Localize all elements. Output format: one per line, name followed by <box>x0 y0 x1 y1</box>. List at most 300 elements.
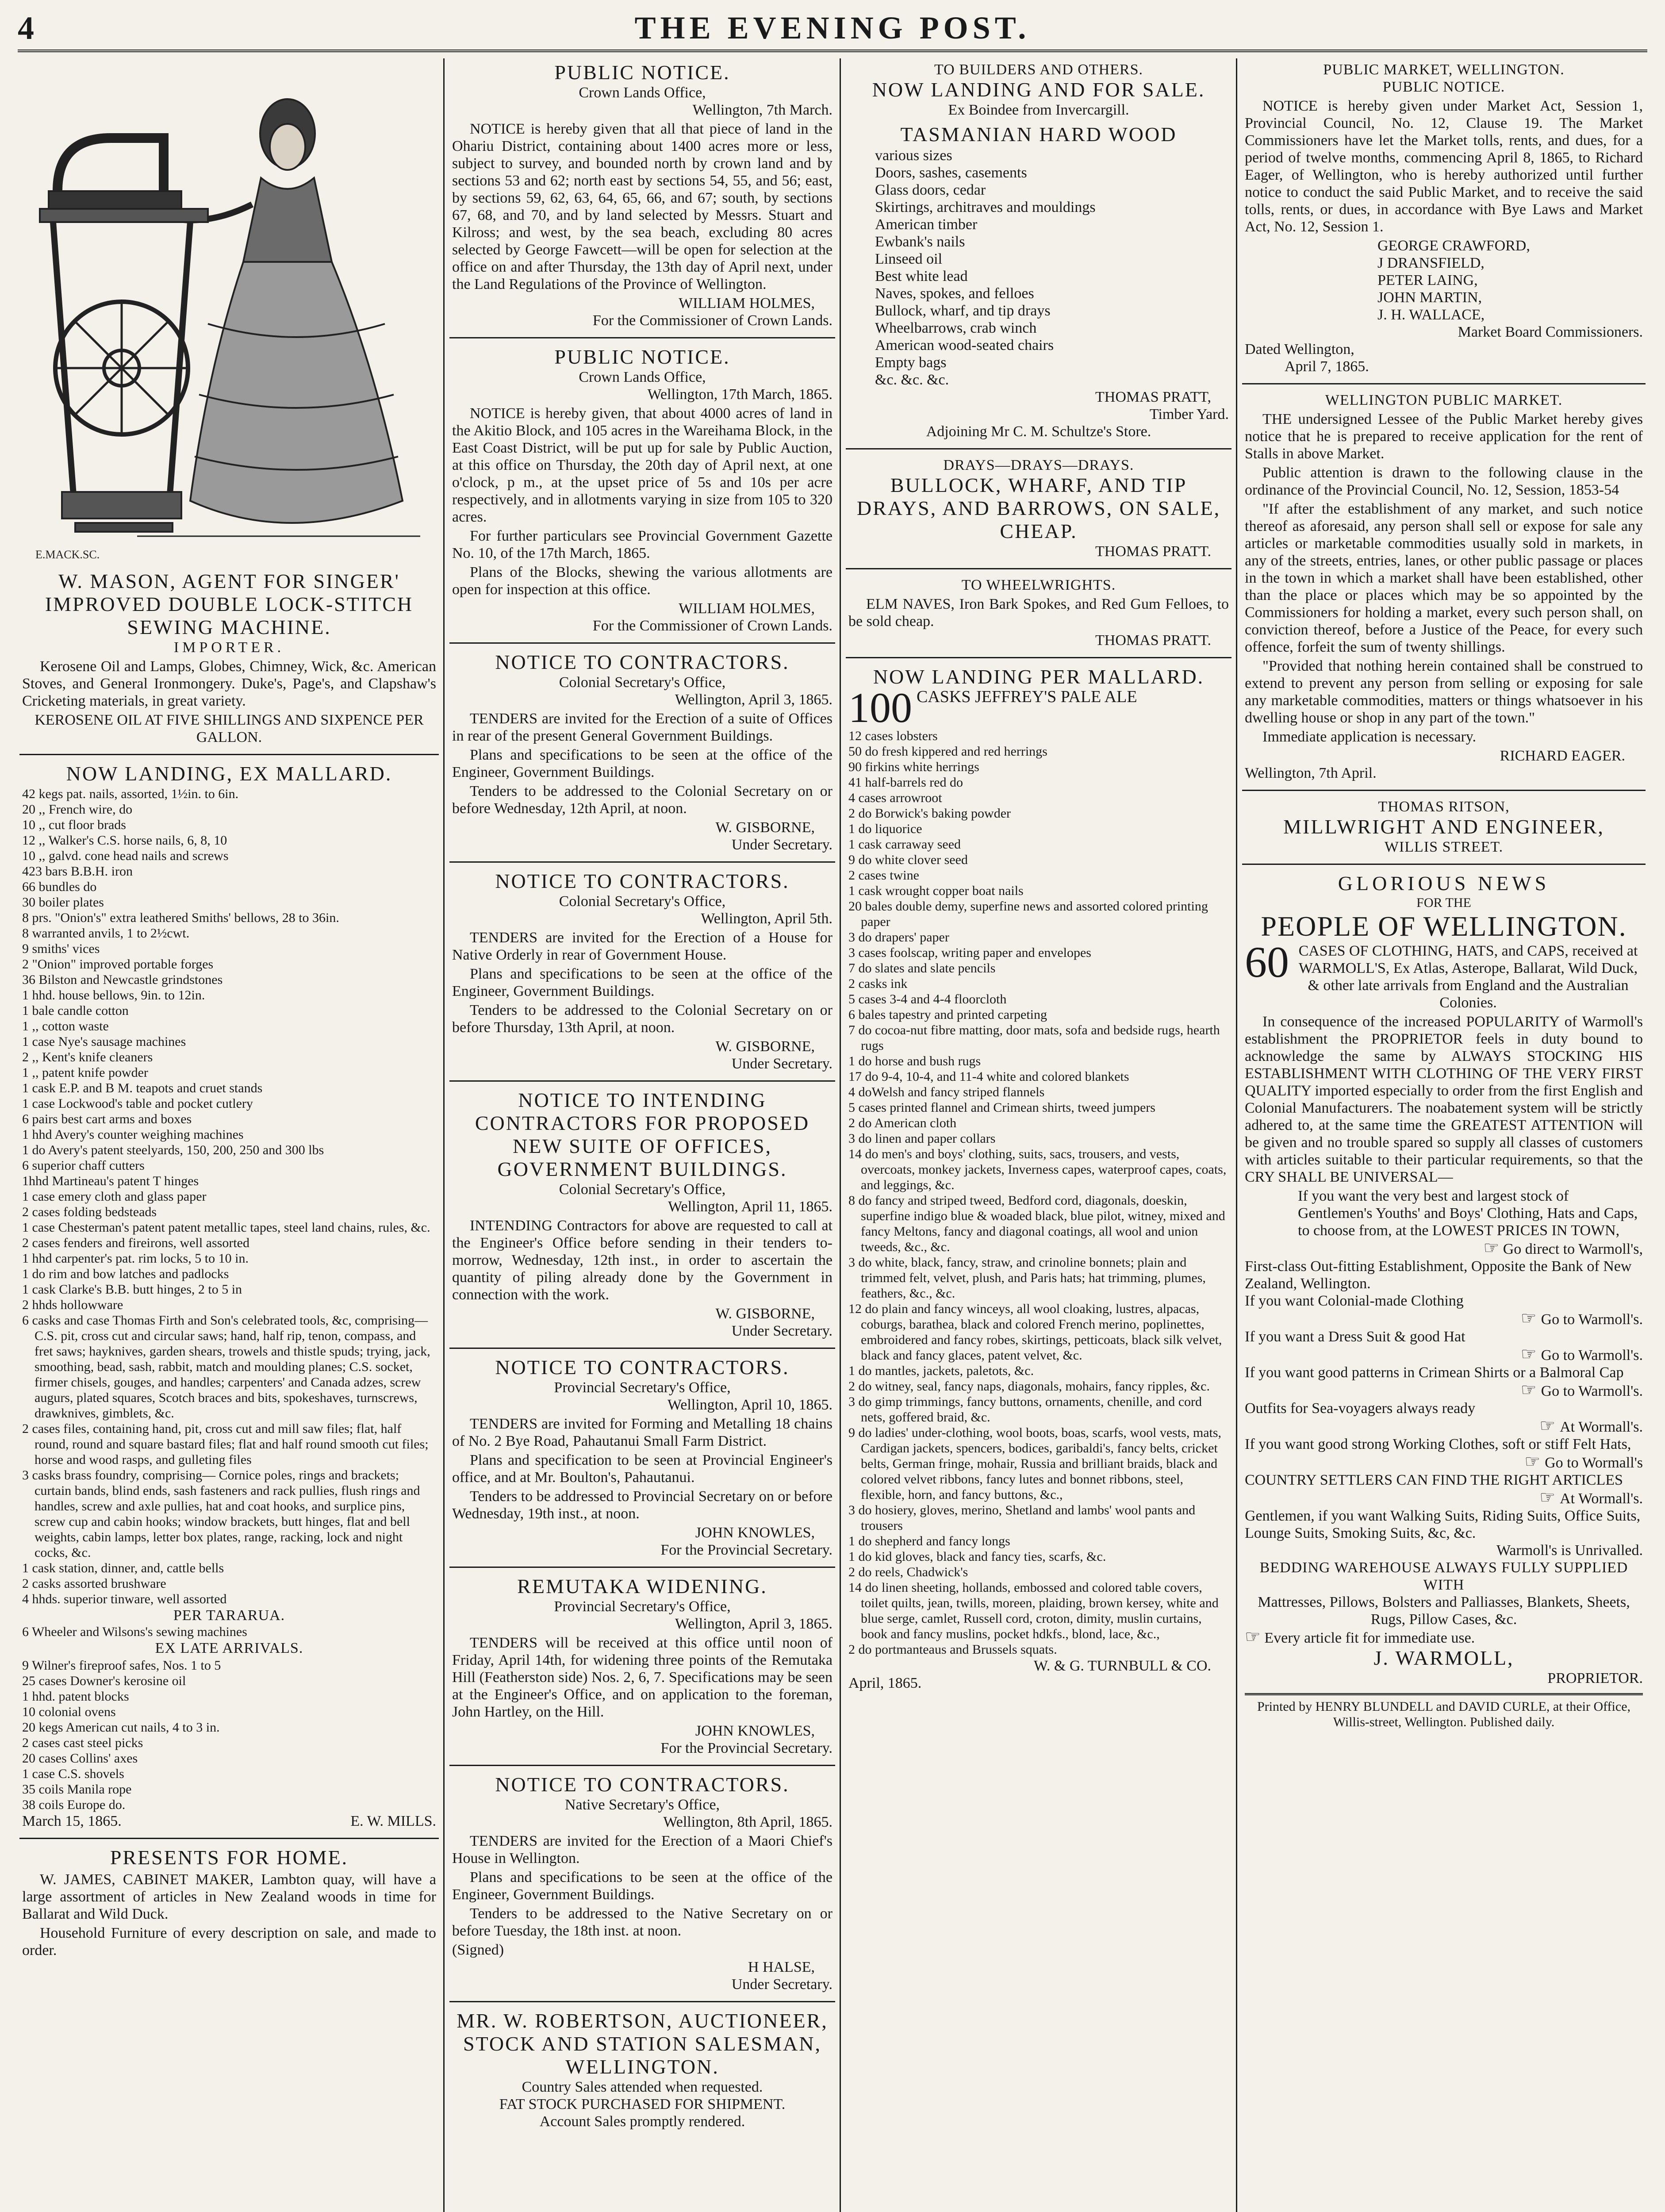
notice-heading: REMUTAKA WIDENING. <box>517 1575 767 1598</box>
list-item: 1 do rim and bow latches and padlocks <box>22 1267 229 1281</box>
notice-signer-role: For the Provincial Secretary. <box>660 1542 832 1558</box>
notice-signed: (Signed) <box>452 1942 504 1958</box>
list-item: American timber <box>875 216 978 233</box>
notice-dateline: Wellington, 17th March, 1865. <box>647 386 832 403</box>
list-item: 4 doWelsh and fancy striped flannels <box>848 1085 1045 1099</box>
notice-office: Colonial Secretary's Office, <box>559 1181 726 1198</box>
list-item: 5 cases printed flannel and Crimean shirts, tweed jumpers <box>848 1100 1155 1115</box>
ad-signer: W. & G. TURNBULL & CO. <box>1033 1658 1211 1674</box>
ad-lead-number: 60 <box>1245 937 1289 987</box>
notice-body: INTENDING Contractors for above are requested to call at the Engineer's Office before sending in their tenders to-morrow, Wednesday, 12th inst., in order to ascertain the quantity of piling already done by the Government in connection with the work. <box>452 1217 832 1303</box>
commissioner-name: GEORGE CRAWFORD, <box>1377 238 1530 254</box>
commissioner-name: J DRANSFIELD, <box>1377 255 1485 271</box>
list-item: 20 ,, French wire, do <box>22 802 133 817</box>
list-item: 9 do ladies' under-clothing, wool boots, boas, scarfs, wool vests, mats, Cardigan jackets, spencers, bodices, garibaldi's, fancy belts, cricket belts, German fringe, mohair, Russia and brilliant braids, black and colored velvet ribbons, fancy lutes and bonnet ribbons, steel, flexible, horn, and fancy buttons, &c., <box>848 1425 1222 1502</box>
list-item: Naves, spokes, and felloes <box>875 285 1034 302</box>
page-number: 4 <box>18 10 34 46</box>
notice-office: Native Secretary's Office, <box>564 1797 720 1813</box>
notice-body: Plans of the Blocks, shewing the various allotments are open for inspection at this office. <box>452 564 832 598</box>
list-item: 6 Wheeler and Wilsons's sewing machines <box>22 1624 247 1639</box>
notice-body: Plans and specifications to be seen at the office of the Engineer, Government Buildings. <box>452 966 832 999</box>
notice-body: TENDERS are invited for the Erection of a Maori Chief's House in Wellington. <box>452 1833 832 1866</box>
list-item: 10 ,, cut floor brads <box>22 818 126 832</box>
list-item: 30 boiler plates <box>22 895 104 910</box>
government-notice-contractors1 <box>449 648 835 863</box>
warmoll-go-line <box>1245 1453 1643 1471</box>
list-item: 20 kegs American cut nails, 4 to 3 in. <box>22 1720 220 1735</box>
list-item: 1 cask station, dinner, and, cattle bells <box>22 1561 224 1575</box>
list-item: 66 bundles do <box>22 879 97 894</box>
list-item: 6 pairs best cart arms and boxes <box>22 1112 192 1126</box>
ad-unrivalled: Warmoll's is Unrivalled. <box>1496 1542 1643 1559</box>
ad-heading: DRAYS—DRAYS—DRAYS. <box>943 457 1134 473</box>
list-item: 1 hhd carpenter's pat. rim locks, 5 to 10 in. <box>22 1251 249 1266</box>
ad-subheading: PER TARARUA. <box>173 1607 285 1624</box>
notice-signer-role: Under Secretary. <box>731 1976 832 1993</box>
ad-address: Adjoining Mr C. M. Schultze's Store. <box>926 423 1151 440</box>
notice-body: NOTICE is hereby given, that about 4000 acres of land in the Akitio Block, and 105 acres in the Wareihama Block, in the East Coast District, will be put up for sale by Public Auction, at this office on Thursday, the 20th day of April next, at one o'clock, p m., at the upset price of 5s and 10s per acre respectively, and in allotments varying in size from 105 to 320 acres. <box>452 405 832 525</box>
notice-office: Provincial Secretary's Office, <box>554 1598 731 1615</box>
list-item: Bullock, wharf, and tip drays <box>875 303 1051 319</box>
list-item: 10 ,, galvd. cone head nails and screws <box>22 849 229 863</box>
government-notice-remutaka <box>449 1572 835 1766</box>
column-rule <box>443 58 445 2212</box>
ad-body: BULLOCK, WHARF, AND TIP DRAYS, AND BARROWS, ON SALE, CHEAP. <box>856 474 1221 542</box>
notice-heading: PUBLIC NOTICE. <box>554 61 730 84</box>
list-item: 1 do liquorice <box>848 822 922 836</box>
list-item: 1 bale candle cotton <box>22 1003 129 1018</box>
notice-dateline: Wellington, April 3, 1865. <box>675 691 832 708</box>
warmoll-go-line <box>1245 1345 1643 1364</box>
list-item: 17 do 9-4, 10-4, and 11-4 white and colored blankets <box>848 1069 1129 1084</box>
list-item: 9 do white clover seed <box>848 853 968 867</box>
warmoll-line-text: If you want good strong Working Clothes, soft or stiff Felt Hats, <box>1245 1436 1631 1452</box>
notice-signer: WILLIAM HOLMES, <box>679 295 815 311</box>
ad-heading: NOW LANDING PER MALLARD. <box>873 665 1205 688</box>
list-item: 1 cask Clarke's B.B. butt hinges, 2 to 5 in <box>22 1282 242 1297</box>
warmoll-go-line <box>1245 1310 1643 1328</box>
ad-lead-text: CASES OF CLOTHING, HATS, and CAPS, received at WARMOLL'S, Ex Atlas, Asterope, Ballarat, Wild Duck, & other late arrivals from England and the Australian Colonies. <box>1298 943 1638 1011</box>
ad-body: THE undersigned Lessee of the Public Market hereby gives notice that he is prepared to receive application for the rent of Stalls in above Market. <box>1245 411 1643 462</box>
notice-body: Tenders to be addressed to the Colonial Secretary on or before Wednesday, 12th April, at noon. <box>452 783 832 817</box>
public-market-lessee-notice <box>1242 389 1646 791</box>
every-text: Every article fit for immediate use. <box>1264 1630 1475 1646</box>
ad-body: Public attention is drawn to the following clause in the ordinance of the Provincial Council, No. 12, Session, 1853-54 <box>1245 465 1643 498</box>
ad-signer-role: Timber Yard. <box>1149 406 1229 422</box>
list-item: Doors, sashes, casements <box>875 165 1027 181</box>
notice-signer: WILLIAM HOLMES, <box>679 600 815 617</box>
ad-source-line: Ex Boindee from Invercargill. <box>948 102 1129 118</box>
list-item: 25 cases Downer's kerosine oil <box>22 1674 186 1688</box>
cargo-list <box>22 786 436 1607</box>
list-item: 1 do Avery's patent steelyards, 150, 200, 250 and 300 lbs <box>22 1143 324 1157</box>
ad-heading: PRESENTS FOR HOME. <box>110 1846 349 1869</box>
builders-ad <box>846 58 1231 449</box>
list-item: 2 do Borwick's baking powder <box>848 806 1011 821</box>
list-item: 2 cases folding bedsteads <box>22 1205 157 1219</box>
list-item: 3 do gimp trimmings, fancy buttons, ornaments, chenille, and cord nets, goffered braid, &c. <box>848 1394 1202 1425</box>
notice-dateline: Wellington, April 5th. <box>701 910 832 927</box>
list-item: 1 do kid gloves, black and fancy ties, scarfs, &c. <box>848 1549 1106 1564</box>
list-item: 423 bars B.B.H. iron <box>22 864 133 879</box>
list-item: 2 casks assorted brushware <box>22 1576 166 1591</box>
notice-office: Colonial Secretary's Office, <box>559 893 726 910</box>
list-item: 6 superior chaff cutters <box>22 1158 145 1173</box>
list-item: 7 do slates and slate pencils <box>848 961 996 975</box>
list-item: 20 bales double demy, superfine news and assorted colored printing paper <box>848 899 1208 929</box>
notice-body: TENDERS are invited for the Erection of a suite of Offices in rear of the present General Government Buildings. <box>452 710 832 744</box>
notice-heading: NOTICE TO CONTRACTORS. <box>495 870 790 892</box>
list-item: 2 do portmanteaus and Brussels squats. <box>848 1642 1057 1657</box>
list-item: 1 do horse and bush rugs <box>848 1054 981 1068</box>
wheelwrights-ad <box>846 574 1231 658</box>
list-item: 3 do white, black, fancy, straw, and crinoline bonnets; plain and trimmed felt, velvet, plush, and Paris hats; hat trimming, plumes, feathers, &c., &c. <box>848 1255 1206 1301</box>
list-item: 90 firkins white herrings <box>848 760 979 774</box>
ad-heading: PUBLIC MARKET, WELLINGTON. <box>1323 61 1565 78</box>
column-2 <box>449 58 835 2212</box>
masthead <box>18 10 1647 52</box>
go-text: At Wormall's. <box>1560 1419 1643 1435</box>
list-item: 1 do mantles, jackets, paletots, &c. <box>848 1363 1034 1378</box>
ad-date: Wellington, 7th April. <box>1245 765 1377 781</box>
notice-signer-role: For the Provincial Secretary. <box>660 1740 832 1756</box>
government-notice-intending <box>449 1086 835 1349</box>
ad-body: W. JAMES, CABINET MAKER, Lambton quay, will have a large assortment of articles in New Zealand woods in time for Ballarat and Wild Duck. <box>22 1871 436 1922</box>
list-item: 2 cases files, containing hand, pit, cross cut and mill saw files; flat, half round, round and square bastard files; flat and half round smooth cut files; horse and wood rasps, and gulleting files <box>22 1421 429 1467</box>
list-item: 8 do fancy and striped tweed, Bedford cord, diagonals, doeskin, superfine indigo blue & woaded black, blue pilot, witney, mixed and fancy Meltons, fancy and diagonal coatings, all wool and union tweeds, &c., &c. <box>848 1193 1225 1254</box>
presents-for-home-ad <box>19 1843 439 1969</box>
ad-body: ELM NAVES, Iron Bark Spokes, and Red Gum Felloes, to be sold cheap. <box>848 596 1229 630</box>
pointing-hand-icon: ☞ <box>1520 1344 1541 1364</box>
ad-signer: THOMAS PRATT. <box>1095 632 1211 649</box>
column-4 <box>1242 58 1646 2212</box>
list-item: 1 case Nye's sausage machines <box>22 1034 186 1049</box>
ad-subheading: EX LATE ARRIVALS. <box>155 1640 303 1656</box>
ad-heading: GLORIOUS NEWS <box>1338 872 1550 895</box>
ad-date: April, 1865. <box>848 1675 922 1691</box>
list-item: 1 cask wrought copper boat nails <box>848 883 1024 898</box>
government-notice-contractors3 <box>449 1353 835 1568</box>
commissioner-name: J. H. WALLACE, <box>1377 307 1485 323</box>
singer-sewing-ad <box>19 567 439 755</box>
ad-body: In consequence of the increased POPULARITY of Warmoll's establishment the PROPRIETOR feels in duty bound to acknowledge the same by ALWAYS STOCKING HIS ESTABLISHMENT WITH CLOTHING OF THE VERY FIRST QUALITY imported especially to order from the first English and Colonial Manufacturers. The noabatement system will be strictly adhered to, at the same time the GREATEST ATTENTION will be given and no trouble spared so supply all classes of customers with articles suitable to their particular requirements, so that the CRY SHALL BE UNIVERSAL— <box>1245 1014 1643 1185</box>
notice-heading: NOTICE TO CONTRACTORS. <box>495 1356 790 1379</box>
list-item: 4 hhds. superior tinware, well assorted <box>22 1592 227 1606</box>
ad-quote: "If after the establishment of any market, and such notice thereof as aforesaid, any person shall sell or expose for sale any articles or marketable commodities usually sold in markets, in any of the streets, entries, lanes, or other public passage or places in the town in which a market shall have been established, other than the place or places which may be so appointed by the Commissioners for holding a market, every such person shall, on conviction thereof, before a Justice of the Peace, for every such offence, forfeit the sum of twenty shillings. <box>1245 501 1643 655</box>
list-item: 1hhd Martineau's patent T hinges <box>22 1174 199 1188</box>
list-item: American wood-seated chairs <box>875 337 1054 353</box>
notice-body: TENDERS will be received at this office until noon of Friday, April 14th, for widening three points of the Remutaka Hill (Featherston side) Nos. 2, 6, 7. Specifications may be seen at the Engineer's Office, and on application to the foreman, John Hartley, on the Hill. <box>452 1635 832 1720</box>
notice-body: Tenders to be addressed to the Colonial Secretary on or before Thursday, 13th April, at noon. <box>452 1002 832 1036</box>
warmoll-line-text: COUNTRY SETTLERS CAN FIND THE RIGHT ARTICLES <box>1245 1472 1623 1488</box>
go-text: At Wormall's. <box>1560 1490 1643 1507</box>
notice-signer-role: Under Secretary. <box>731 1056 832 1072</box>
notice-office: Crown Lands Office, <box>579 369 706 385</box>
notice-body: Plans and specifications to be seen at the office of the Engineer, Government Buildings. <box>452 1869 832 1903</box>
column-1 <box>19 58 439 2212</box>
warmoll-lines <box>1245 1292 1643 1542</box>
list-item: 2 do witney, seal, fancy naps, diagonals, mohairs, fancy ripples, &c. <box>848 1379 1210 1394</box>
ad-dateline: Dated Wellington, <box>1245 341 1354 357</box>
notice-signer: W. GISBORNE, <box>715 819 815 836</box>
warmoll-go-line <box>1245 1489 1643 1507</box>
commissioner-name: JOHN MARTIN, <box>1377 289 1482 306</box>
pointing-hand-icon: ☞ <box>1524 1452 1545 1471</box>
notice-signer-role: Under Secretary. <box>731 837 832 853</box>
list-item: 35 coils Manila rope <box>22 1782 132 1797</box>
list-item: 3 casks brass foundry, comprising— Cornice poles, rings and brackets; curtain bands, blind ends, sash fasteners and rack pullies, flush rings and handles, screw and axle pullies, hat and coat hooks, and surplice pins, screw cup and cabin hooks; window brackets, butt hinges, flat and bell weights, cabin lamps, letter box plates, range, racking, lock and night cocks, &c. <box>22 1468 420 1560</box>
notice-body: Tenders to be addressed to the Native Secretary on or before Tuesday, the 18th inst. at noon. <box>452 1905 832 1939</box>
ad-line: Account Sales promptly rendered. <box>539 2113 745 2130</box>
list-item: 12 cases lobsters <box>848 729 938 743</box>
ad-quote: "Provided that nothing herein contained shall be construed to extend to prevent any person from selling or exposing for sale any marketable commodities, matters or things whatsoever in his dwelling house or shop in any part of the town." <box>1245 658 1643 726</box>
notice-dateline: Wellington, 7th March. <box>692 102 832 118</box>
notice-heading: NOTICE TO CONTRACTORS. <box>495 651 790 673</box>
go-text: Go to Warmoll's. <box>1541 1311 1643 1328</box>
list-item: 1 hhd. patent blocks <box>22 1689 129 1704</box>
list-item: 9 smiths' vices <box>22 941 100 956</box>
go-text: Go to Warmoll's. <box>1541 1347 1643 1363</box>
sewing-woman-engraving <box>22 58 436 567</box>
ad-signer: E. W. MILLS. <box>350 1813 436 1829</box>
notice-dateline: Wellington, April 11, 1865. <box>668 1198 832 1215</box>
ad-heading: WELLINGTON PUBLIC MARKET. <box>1325 392 1563 408</box>
ad-footer: Household Furniture of every description on sale, and made to order. <box>22 1925 436 1959</box>
ad-heading: TO WHEELWRIGHTS. <box>961 577 1116 593</box>
ad-signer: THOMAS PRATT, <box>1095 389 1211 405</box>
notice-dateline: Wellington, April 3, 1865. <box>675 1616 832 1632</box>
mallard-hardware-ad <box>19 760 439 1839</box>
list-item: 42 kegs pat. nails, assorted, 1½in. to 6in. <box>22 787 239 801</box>
list-item: 2 ,, Kent's knife cleaners <box>22 1050 153 1064</box>
list-item: 1 case Chesterman's patent patent metallic tapes, steel land chains, rules, &c. <box>22 1220 430 1235</box>
ad-body: If you want the very best and largest stock of Gentlemen's Youths' and Boys' Clothing, Hats and Caps, to choose from, at the LOWEST PRICES IN TOWN, <box>1298 1188 1638 1239</box>
list-item: 3 do hosiery, gloves, merino, Shetland and lambs' wool pants and trousers <box>848 1503 1196 1533</box>
notice-office: Crown Lands Office, <box>579 84 706 101</box>
notice-signer: JOHN KNOWLES, <box>695 1723 815 1739</box>
cargo-list <box>22 1658 436 1813</box>
list-item: 9 Wilner's fireproof safes, Nos. 1 to 5 <box>22 1658 221 1673</box>
robertson-auctioneer-ad <box>449 2007 835 2138</box>
list-item: 2 cases twine <box>848 868 919 883</box>
pointing-hand-icon: ☞ <box>1539 1487 1560 1507</box>
ad-signer-role: Market Board Commissioners. <box>1458 324 1643 340</box>
list-item: 4 cases arrowroot <box>848 791 942 805</box>
notice-signer: W. GISBORNE, <box>715 1038 815 1055</box>
ad-signer: J. WARMOLL, <box>1373 1647 1514 1669</box>
pointing-hand-icon: ☞ <box>1539 1416 1560 1436</box>
notice-body: TENDERS are invited for the Erection of a House for Native Orderly in rear of Government House. <box>452 929 832 963</box>
ad-signer: THOMAS PRATT. <box>1095 543 1211 560</box>
list-item: 14 do men's and boys' clothing, suits, sacs, trousers, and vests, overcoats, monkey jackets, Inverness capes, waterproof capes, coats, and leggings, &c. <box>848 1147 1227 1192</box>
ad-lead-text: CASKS JEFFREY'S PALE ALE <box>917 687 1137 706</box>
list-item: 1 case C.S. shovels <box>22 1767 124 1781</box>
public-market-notice <box>1242 58 1646 384</box>
ad-body: First-class Out-fitting Establishment, Opposite the Bank of New Zealand, Wellington. <box>1245 1258 1632 1292</box>
list-item: 2 cases cast steel picks <box>22 1736 143 1750</box>
notice-heading: PUBLIC NOTICE. <box>554 346 730 368</box>
notice-body: Tenders to be addressed to Provincial Secretary on or before Wednesday, 19th inst., at noon. <box>452 1488 832 1522</box>
warmoll-line-text: If you want Colonial-made Clothing <box>1245 1293 1464 1309</box>
notice-body: For further particulars see Provincial Government Gazette No. 10, of the 17th March, 1865. <box>452 528 832 561</box>
engraver-signature: E.MACK.SC. <box>35 548 100 561</box>
column-3 <box>846 58 1231 2212</box>
government-notice-contractors4 <box>449 1770 835 2002</box>
warmoll-line-text: If you want a Dress Suit & good Hat <box>1245 1329 1466 1345</box>
ad-date: April 7, 1865. <box>1285 358 1369 375</box>
ad-heading: NOW LANDING, EX MALLARD. <box>66 762 392 785</box>
list-item: Ewbank's nails <box>875 234 965 250</box>
column-rule <box>840 58 841 2212</box>
list-item: 8 warranted anvils, 1 to 2½cwt. <box>22 926 190 941</box>
list-item: Empty bags <box>875 354 947 371</box>
ad-body <box>1245 1628 1643 1647</box>
ad-body: NOTICE is hereby given under Market Act, Session 1, Provincial Council, No. 12, Clause 19. The Market Commissioners have let the Market tolls, rents, and dues, for a period of twelve months, commencing April 8, 1865, to Richard Eager, of Wellington, who is hereby authorized until further notice to conduct the said Public Market, and to receive the said tolls, rents, or dues, in accordance with Bye Laws and Market Act, No. 12, Session 1. <box>1245 98 1643 235</box>
list-item: 2 cases fenders and fireirons, well assorted <box>22 1236 249 1250</box>
turnbull-mallard-ad <box>846 663 1231 1700</box>
warmoll-clothing-ad <box>1242 869 1646 1738</box>
list-item: 1 case Lockwood's table and pocket cutlery <box>22 1096 253 1111</box>
notice-body: NOTICE is hereby given that all that piece of land in the Ohariu District, containing about 1400 acres more or less, subject to survey, and bounded north by crown land and by sections 53 and 62; north east by sections 54, 55, and 56; east, by sections 59, 62, 63, 64, 65, 66, and 67; south, by sections 67, 68, and 70, and by land selected by Messrs. Stuart and Kilross; and west, by the sea beach, excluding 80 acres selected by George Fawcett—will be open for selection at the office on and after Thursday, the 13th day of April next, under the Land Regulations of the Province of Wellington. <box>452 121 832 292</box>
goods-list <box>848 147 1229 388</box>
list-item: Linseed oil <box>875 251 943 267</box>
ad-line: FAT STOCK PURCHASED FOR SHIPMENT. <box>499 2096 786 2112</box>
ad-body: MILLWRIGHT AND ENGINEER, <box>1283 815 1604 838</box>
warmoll-line-text: Outfits for Sea-voyagers always ready <box>1245 1400 1476 1417</box>
list-item: 1 do shepherd and fancy longs <box>848 1534 1010 1548</box>
notice-body: Plans and specifications to be seen at the office of the Engineer, Government Buildings. <box>452 747 832 780</box>
column-rule <box>1236 58 1237 2212</box>
ad-lead-line: TASMANIAN HARD WOOD <box>900 123 1177 146</box>
government-notice-crown1 <box>449 58 835 338</box>
ad-heading: MR. W. ROBERTSON, AUCTIONEER, STOCK AND STATION SALESMAN, WELLINGTON. <box>457 2009 828 2078</box>
newspaper-title: THE EVENING POST. <box>634 10 1031 46</box>
notice-office: Provincial Secretary's Office, <box>554 1379 731 1396</box>
list-item: Best white lead <box>875 268 968 284</box>
list-item: 6 bales tapestry and printed carpeting <box>848 1007 1047 1022</box>
ad-subheading: FOR THE <box>1416 895 1471 910</box>
ad-signer: RICHARD EAGER. <box>1500 748 1625 764</box>
list-item: 1 ,, patent knife powder <box>22 1065 148 1080</box>
go-text: Go direct to Warmoll's, <box>1503 1241 1643 1257</box>
list-item: 8 prs. "Onion's" extra leathered Smiths' bellows, 28 to 36in. <box>22 910 339 925</box>
notice-signer-role: For the Commissioner of Crown Lands. <box>592 312 832 329</box>
government-notice-crown2 <box>449 343 835 644</box>
commissioner-name: PETER LAING, <box>1377 272 1478 288</box>
cargo-list <box>848 728 1229 1657</box>
list-item: Glass doors, cedar <box>875 182 986 198</box>
ad-subheading: PUBLIC NOTICE. <box>1382 79 1505 95</box>
ritson-ad <box>1242 795 1646 865</box>
pointing-hand-icon: ☞ <box>1520 1380 1541 1400</box>
list-item: 1 hhd. house bellows, 9in. to 12in. <box>22 988 205 1002</box>
printers-imprint: Printed by HENRY BLUNDELL and DAVID CURLE, at their Office, Willis-street, Wellington. Published daily. <box>1245 1693 1643 1730</box>
warmoll-line-text: Gentlemen, if you want Walking Suits, Riding Suits, Office Suits, Lounge Suits, Smoking Suits, &c, &c. <box>1245 1508 1641 1541</box>
list-item: 20 cases Collins' axes <box>22 1751 138 1766</box>
list-item: various sizes <box>875 147 952 164</box>
pointing-hand-icon: ☞ <box>1245 1627 1261 1647</box>
ad-kerosene-line: KEROSENE OIL AT FIVE SHILLINGS AND SIXPENCE PER GALLON. <box>35 712 424 745</box>
ad-line: Country Sales attended when requested. <box>522 2079 763 2095</box>
ad-heading: THOMAS RITSON, <box>1378 799 1510 815</box>
warmoll-go-line <box>1245 1381 1643 1400</box>
list-item: 2 do reels, Chadwick's <box>848 1565 968 1579</box>
list-item: 3 do drapers' paper <box>848 930 949 945</box>
list-item: 2 do American cloth <box>848 1116 957 1130</box>
list-item: &c. &c. &c. <box>875 372 949 388</box>
signer-list <box>1245 237 1643 323</box>
warmoll-go-line <box>1245 1417 1643 1436</box>
notice-heading: NOTICE TO INTENDING CONTRACTORS FOR PROPOSED NEW SUITE OF OFFICES, GOVERNMENT BUILDINGS. <box>475 1089 810 1180</box>
list-item: 14 do linen sheeting, hollands, embossed and colored table covers, toilet quilts, jean, twills, moreen, plaiding, brown kersey, white and blue serge, camlet, Russell cord, croton, dimity, muslin curtains, book and fancy muslins, pocket hdkfs., blond, lace, &c., <box>848 1580 1219 1641</box>
list-item: Wheelbarrows, crab winch <box>875 320 1037 336</box>
list-item: 1 hhd Avery's counter weighing machines <box>22 1127 244 1142</box>
government-notice-contractors2 <box>449 867 835 1082</box>
list-item: 2 hhds hollowware <box>22 1298 123 1312</box>
list-item: 5 cases 3-4 and 4-4 floorcloth <box>848 992 1007 1006</box>
notice-dateline: Wellington, April 10, 1865. <box>667 1397 832 1413</box>
list-item: 3 do linen and paper collars <box>848 1131 996 1146</box>
list-item: 38 coils Europe do. <box>22 1797 126 1812</box>
drays-ad <box>846 454 1231 569</box>
list-item: 2 casks ink <box>848 976 908 991</box>
list-item: 1 cask E.P. and B M. teapots and cruet stands <box>22 1081 263 1095</box>
ad-subheading: NOW LANDING AND FOR SALE. <box>872 78 1205 101</box>
list-item: 12 ,, Walker's C.S. horse nails, 6, 8, 10 <box>22 833 227 848</box>
ad-heading: W. MASON, AGENT FOR SINGER' IMPROVED DOUBLE LOCK-STITCH SEWING MACHINE. <box>45 570 414 638</box>
notice-office: Colonial Secretary's Office, <box>559 674 726 691</box>
ad-signer-role: PROPRIETOR. <box>1547 1670 1643 1686</box>
list-item: 10 colonial ovens <box>22 1705 116 1719</box>
list-item: 50 do fresh kippered and red herrings <box>848 744 1047 759</box>
list-item: 12 do plain and fancy winceys, all wool cloaking, lustres, alpacas, coburgs, barathea, black and colored French merino, poplinettes, embroidered and fancy robes, skirtings, petticoats, black silk velvet, black and fancy glaces, patent velvet, &c. <box>848 1302 1222 1363</box>
notice-signer: W. GISBORNE, <box>715 1306 815 1322</box>
list-item: 7 do cocoa-nut fibre matting, door mats, sofa and bedside rugs, hearth rugs <box>848 1023 1220 1053</box>
list-item: 41 half-barrels red do <box>848 775 963 790</box>
list-item: 3 cases foolscap, writing paper and envelopes <box>848 945 1091 960</box>
pointing-hand-icon: ☞ <box>1483 1238 1500 1258</box>
notice-signer-role: For the Commissioner of Crown Lands. <box>592 618 832 634</box>
warmoll-line-text: If you want good patterns in Crimean Shirts or a Balmoral Cap <box>1245 1364 1624 1381</box>
list-item: 2 "Onion" improved portable forges <box>22 957 214 972</box>
notice-signer: H HALSE, <box>748 1959 815 1975</box>
go-text: Go to Wormall's <box>1545 1455 1643 1471</box>
go-text: Go to Warmoll's. <box>1541 1383 1643 1399</box>
ad-date: March 15, 1865. <box>22 1813 122 1829</box>
list-item: 1 cask carraway seed <box>848 837 961 852</box>
ad-subheading: BEDDING WAREHOUSE ALWAYS FULLY SUPPLIED WITH <box>1259 1559 1628 1593</box>
notice-signer: JOHN KNOWLES, <box>695 1525 815 1541</box>
ad-body: Kerosene Oil and Lamps, Globes, Chimney, Wick, &c. American Stoves, and General Ironmongery. Duke's, Page's, and Clapshaw's Cricketing materials, in great variety. <box>22 658 436 709</box>
notice-heading: NOTICE TO CONTRACTORS. <box>495 1773 790 1796</box>
sewing-machine-illustration <box>19 58 439 567</box>
pointing-hand-icon: ☞ <box>1520 1308 1541 1328</box>
ad-lead-number: 100 <box>848 684 912 731</box>
ad-go-line <box>1245 1239 1643 1258</box>
notice-dateline: Wellington, 8th April, 1865. <box>663 1814 832 1830</box>
notice-signer-role: Under Secretary. <box>731 1323 832 1339</box>
list-item: 1 case emery cloth and glass paper <box>22 1189 207 1204</box>
ad-title: PEOPLE OF WELLINGTON. <box>1261 910 1627 942</box>
list-item: 36 Bilston and Newcastle grindstones <box>22 972 223 987</box>
ad-body: Mattresses, Pillows, Bolsters and Palliasses, Blankets, Sheets, Rugs, Pillow Cases, &c. <box>1258 1594 1630 1628</box>
ad-body: Immediate application is necessary. <box>1262 729 1477 745</box>
list-item: 6 casks and case Thomas Firth and Son's celebrated tools, &c, comprising— C.S. pit, cross cut and circular saws; hand, half rip, tenon, compass, and fret saws; hayknives, garden shears, trowels and thistle spuds; trying, jack, smoothing, bead, sash, rabbit, match and moulding planes; C.S. socket, firmer chisels, gouges, and handles; carpenters' and Canada adzes, screw augurs, plated squares, Scotch braces and bits, spokeshaves, turnscrews, drawknives, gimblets, &c. <box>22 1313 430 1421</box>
list-item: 1 ,, cotton waste <box>22 1019 109 1033</box>
ad-heading: TO BUILDERS AND OTHERS. <box>934 61 1143 78</box>
notice-body: TENDERS are invited for Forming and Metalling 18 chains of No. 2 Bye Road, Pahautanui Small Farm District. <box>452 1416 832 1449</box>
ad-address: WILLIS STREET. <box>1384 839 1504 855</box>
